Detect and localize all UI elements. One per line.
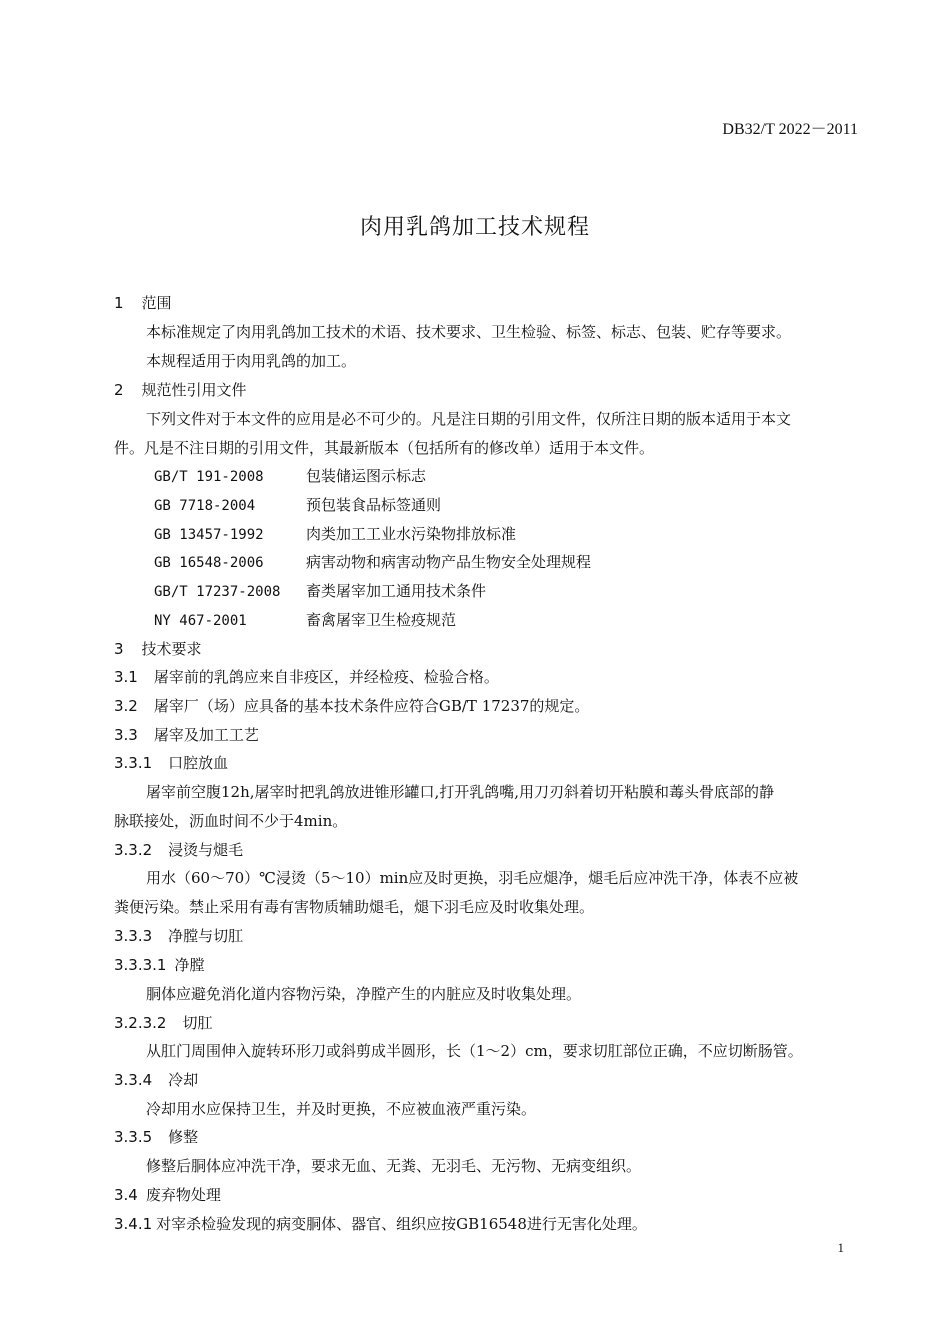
reference-code: GB/T 17237-2008 (154, 584, 281, 600)
clause-title: 浸烫与煺毛 (168, 841, 244, 859)
clause-text: 屠宰厂（场）应具备的基本技术条件应符合GB/T 17237的规定。 (153, 697, 590, 715)
clause-number: 3.2.3.2 (114, 1014, 167, 1032)
clause-title: 冷却 (168, 1071, 199, 1089)
section-number: 1 (114, 294, 124, 312)
reference-item (154, 580, 486, 601)
clause-title: 净膛与切肛 (168, 927, 244, 945)
clause-number: 3.3.4 (114, 1071, 153, 1089)
reference-item (154, 523, 516, 544)
reference-title: 预包装食品标签通则 (306, 496, 442, 514)
section-2-heading (114, 379, 247, 400)
clause-3-4-heading (114, 1184, 221, 1205)
paragraph: 修整后胴体应冲洗干净，要求无血、无粪、无羽毛、无污物、无病变组织。 (146, 1157, 642, 1175)
clause-3-3-1-heading (114, 752, 228, 773)
paragraph-line: 屠宰前空腹12h,屠宰时把乳鸽放进锥形罐口,打开乳鸽嘴,用刀刃斜着切开粘膜和䓯头骨底部的静 (146, 783, 775, 801)
standard-number: DB32/T 2022－2011 (722, 121, 858, 138)
clause-text: 屠宰前的乳鸽应来自非疫区，并经检疫、检验合格。 (153, 668, 499, 686)
section-title: 范围 (141, 294, 172, 312)
clause-3-3-3-1-heading (114, 954, 205, 975)
paragraph: 本规程适用于肉用乳鸽的加工。 (146, 352, 357, 370)
reference-code: NY 467-2001 (154, 613, 247, 629)
reference-code: GB 13457-1992 (154, 527, 264, 543)
reference-title: 病害动物和病害动物产品生物安全处理规程 (306, 553, 592, 571)
clause-3-3-3-heading (114, 925, 243, 946)
paragraph-line: 脉联接处，沥血时间不少于4min。 (114, 812, 348, 830)
reference-item (154, 551, 591, 572)
clause-3-2 (114, 695, 589, 716)
clause-number: 3.1 (114, 668, 138, 686)
clause-3-3-2-heading (114, 839, 243, 860)
clause-3-3-heading (114, 724, 259, 745)
clause-3-2-3-2-heading (114, 1012, 213, 1033)
clause-number: 3.4 (114, 1186, 138, 1204)
clause-3-4-1 (114, 1213, 647, 1234)
clause-number: 3.3 (114, 726, 138, 744)
reference-title: 畜类屠宰加工通用技术条件 (306, 582, 487, 600)
clause-3-1 (114, 666, 499, 687)
clause-number: 3.3.3.1 (114, 956, 167, 974)
clause-title: 废弃物处理 (145, 1186, 221, 1204)
reference-code: GB 16548-2006 (154, 555, 264, 571)
clause-3-3-4-heading (114, 1069, 198, 1090)
reference-code: GB/T 191-2008 (154, 469, 264, 485)
clause-title: 净膛 (174, 956, 205, 974)
clause-text: 对宰杀检验发现的病变胴体、器官、组织应按GB16548进行无害化处理。 (156, 1215, 647, 1233)
paragraph: 冷却用水应保持卫生，并及时更换，不应被血液严重污染。 (146, 1100, 537, 1118)
paragraph: 本标准规定了肉用乳鸽加工技术的术语、技术要求、卫生检验、标签、标志、包装、贮存等要求。 (146, 323, 792, 341)
reference-code: GB 7718-2004 (154, 498, 256, 514)
section-number: 2 (114, 381, 124, 399)
reference-title: 畜禽屠宰卫生检疫规范 (306, 611, 457, 629)
clause-number: 3.3.1 (114, 754, 153, 772)
reference-item (154, 609, 456, 630)
paragraph-line: 下列文件对于本文件的应用是必不可少的。凡是注日期的引用文件，仅所注日期的版本适用于本文 (146, 410, 792, 428)
clause-title: 口腔放血 (168, 754, 229, 772)
reference-title: 包装储运图示标志 (306, 467, 427, 485)
paragraph-line: 粪便污染。禁止采用有毒有害物质辅助煺毛，煺下羽毛应及时收集处理。 (114, 898, 595, 916)
clause-title: 切肛 (182, 1014, 213, 1032)
section-1-heading (114, 292, 172, 313)
clause-3-3-5-heading (114, 1126, 198, 1147)
paragraph-line: 件。凡是不注日期的引用文件，其最新版本（包括所有的修改单）适用于本文件。 (114, 439, 655, 457)
reference-item (154, 494, 441, 515)
section-title: 规范性引用文件 (141, 381, 247, 399)
reference-title: 肉类加工工业水污染物排放标准 (306, 525, 517, 543)
clause-number: 3.3.5 (114, 1128, 153, 1146)
paragraph: 从肛门周围伸入旋转环形刀或斜剪成半圆形，长（1～2）cm，要求切肛部位正确，不应切断肠管。 (146, 1042, 803, 1060)
clause-number: 3.3.2 (114, 841, 153, 859)
paragraph: 胴体应避免消化道内容物污染，净膛产生的内脏应及时收集处理。 (146, 985, 582, 1003)
section-title: 技术要求 (141, 640, 202, 658)
section-3-heading (114, 638, 202, 659)
clause-number: 3.4.1 (114, 1215, 153, 1233)
section-number: 3 (114, 640, 124, 658)
clause-number: 3.3.3 (114, 927, 153, 945)
clause-number: 3.2 (114, 697, 138, 715)
document-title: 肉用乳鸽加工技术规程 (359, 215, 590, 240)
clause-title: 屠宰及加工工艺 (153, 726, 259, 744)
reference-item (154, 465, 426, 486)
paragraph-line: 用水（60～70）℃浸烫（5～10）min应及时更换，羽毛应煺净，煺毛后应冲洗干净，体表不应被 (146, 869, 799, 887)
clause-title: 修整 (168, 1128, 199, 1146)
page-number: 1 (837, 1240, 844, 1255)
